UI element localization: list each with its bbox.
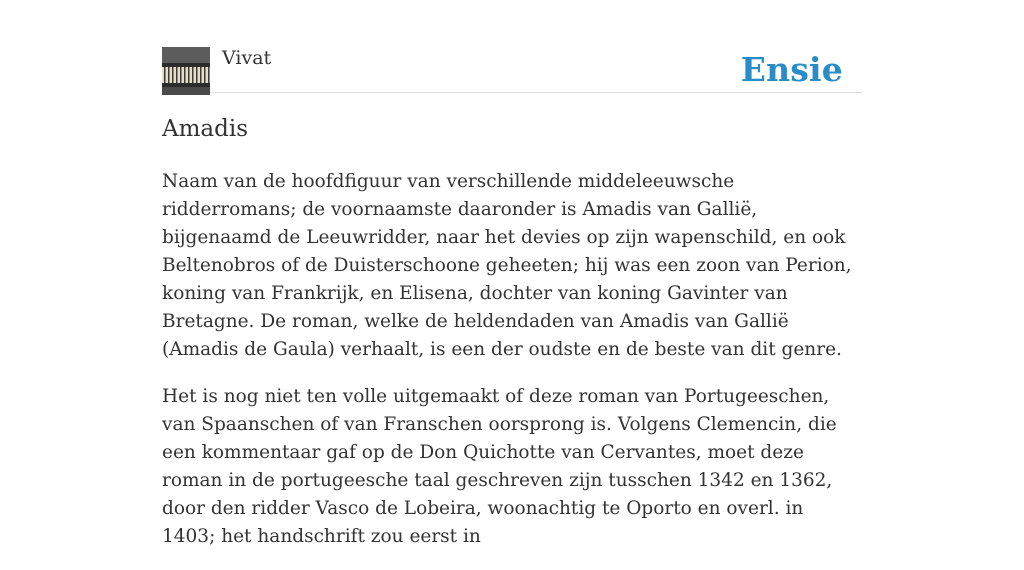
page-title: Amadis bbox=[162, 116, 249, 142]
article-paragraph: Het is nog niet ten volle uitgemaakt of deze roman van Portugeeschen, van Spaanschen of van Franschen oorsprong is. Volgens Clemencin, die een kommentaar gaf op de Don Quichotte van Cervantes, moet deze roman in de portugeesche taal geschreven zijn tusschen 1342 en 1362, door den ridder Vasco de Lobeira, woonachtig te Oporto en overl. in 1403; het handschrift zou eerst in bbox=[162, 386, 837, 547]
avatar[interactable] bbox=[162, 47, 210, 95]
brand-logo[interactable]: Ensie bbox=[740, 50, 843, 89]
author-name[interactable]: Vivat bbox=[222, 47, 272, 69]
article-paragraph: Naam van de hoofdfiguur van verschillende middeleeuwsche ridderromans; de voornaamste daaronder is Amadis van Gallië, bijgenaamd de Leeuwridder, naar het devies op zijn wapenschild, en ook Beltenobros of de Duisterschoone geheeten; hij was een zoon van Perion, koning van Frankrijk, en Elisena, dochter van koning Gavinter van Bretagne. De roman, welke de heldendaden van Amadis van Gallië (Amadis de Gaula) verhaalt, is een der oudste en de beste van dit genre. bbox=[162, 171, 852, 360]
header bbox=[162, 46, 862, 93]
bookshelf-icon bbox=[162, 47, 210, 95]
article-body bbox=[162, 168, 862, 570]
